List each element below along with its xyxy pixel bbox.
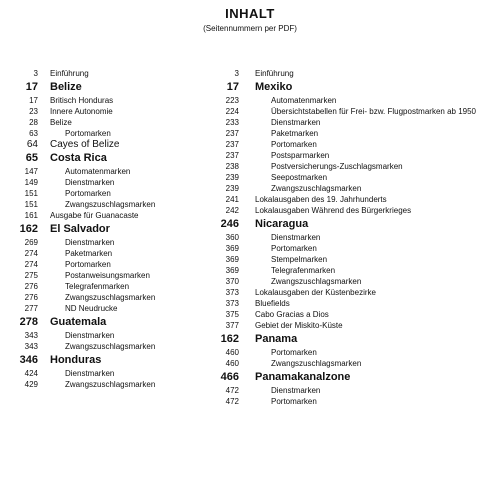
toc-page-number: 237 [225, 140, 239, 149]
toc-page-number: 242 [225, 206, 239, 215]
toc-title: INHALT [225, 6, 275, 21]
toc-page-number: 151 [24, 189, 38, 198]
toc-page-number: 239 [225, 184, 239, 193]
toc-page-number: 223 [225, 96, 239, 105]
toc-entry-label: Belize [50, 81, 82, 93]
toc-page-number: 275 [24, 271, 38, 280]
toc-entry-label: Dienstmarken [65, 238, 115, 247]
toc-entry [0, 79, 240, 95]
toc-entry-label: Cabo Gracias a Dios [255, 310, 329, 319]
toc-entry-label: Telegrafenmarken [65, 282, 130, 291]
toc-entry [215, 139, 500, 150]
toc-entry-label: Automatenmarken [65, 167, 131, 176]
toc-page-number: 373 [225, 299, 239, 308]
toc-entry-label: Stempelmarken [271, 255, 328, 264]
toc-entry [215, 128, 500, 139]
toc-entry [0, 117, 240, 128]
toc-entry [215, 216, 500, 232]
toc-entry-label: Cayes of Belize [50, 139, 120, 150]
toc-entry [215, 150, 500, 161]
toc-entry-label: Seepostmarken [271, 173, 328, 182]
toc-entry-label: Portomarken [65, 129, 111, 138]
toc-entry-label: Telegrafenmarken [271, 266, 336, 275]
toc-entry-label: Ausgabe für Guanacaste [50, 211, 139, 220]
toc-entry [215, 396, 500, 407]
toc-entry-label: Paketmarken [65, 249, 113, 258]
toc-entry [215, 183, 500, 194]
toc-subtitle: (Seitennummern per PDF) [203, 24, 297, 33]
toc-page-number: 3 [234, 69, 239, 78]
toc-page-number: 373 [225, 288, 239, 297]
toc-entry-label: Zwangszuschlagsmarken [271, 184, 362, 193]
toc-entry-label: Paketmarken [271, 129, 319, 138]
toc-page-number: 276 [24, 293, 38, 302]
toc-page-number: 147 [24, 167, 38, 176]
toc-page-number: 277 [24, 304, 38, 313]
toc-left-column [0, 68, 240, 390]
toc-entry-label: Guatemala [50, 316, 107, 328]
toc-entry-label: El Salvador [50, 223, 110, 235]
toc-entry [215, 232, 500, 243]
toc-entry [215, 265, 500, 276]
toc-page-number: 233 [225, 118, 239, 127]
toc-page-number: 246 [220, 218, 239, 230]
toc-page-number: 237 [225, 129, 239, 138]
toc-entry [215, 106, 500, 117]
toc-entry-label: Panamakanalzone [255, 371, 351, 383]
toc-entry [0, 95, 240, 106]
toc-page-number: 472 [225, 397, 239, 406]
toc-page-number: 375 [225, 310, 239, 319]
toc-entry-label: Übersichtstabellen für Frei- bzw. Flugpostmarken ab 1950 [271, 107, 476, 116]
toc-page-number: 23 [29, 107, 38, 116]
toc-page-number: 274 [24, 249, 38, 258]
toc-entry-label: Lokalausgaben des 19. Jahrhunderts [255, 195, 387, 204]
toc-entry [0, 314, 240, 330]
toc-entry [215, 172, 500, 183]
toc-page-number: 369 [225, 266, 239, 275]
toc-entry [215, 205, 500, 216]
toc-entry [215, 194, 500, 205]
toc-entry [215, 298, 500, 309]
toc-entry [0, 210, 240, 221]
toc-entry-label: Automatenmarken [271, 96, 337, 105]
toc-entry [0, 106, 240, 117]
toc-page-number: 149 [24, 178, 38, 187]
toc-page-number: 162 [19, 223, 38, 235]
toc-entry-label: Honduras [50, 354, 102, 366]
toc-entry-label: Zwangszuschlagsmarken [271, 359, 362, 368]
toc-entry-label: Portomarken [65, 189, 111, 198]
toc-entry-label: Zwangszuschlagsmarken [65, 200, 156, 209]
toc-page-number: 17 [25, 81, 38, 93]
toc-page-number: 224 [225, 107, 239, 116]
toc-entry-label: Postanweisungsmarken [65, 271, 150, 280]
toc-entry-label: Zwangszuschlagsmarken [65, 342, 156, 351]
toc-entry [215, 331, 500, 347]
toc-page-number: 161 [24, 211, 38, 220]
toc-entry-label: Bluefields [255, 299, 290, 308]
toc-page-number: 269 [24, 238, 38, 247]
toc-entry [215, 320, 500, 331]
toc-entry [0, 281, 240, 292]
toc-page-number: 360 [225, 233, 239, 242]
toc-entry [0, 166, 240, 177]
toc-entry-label: ND Neudrucke [65, 304, 118, 313]
toc-entry [215, 254, 500, 265]
toc-entry [215, 309, 500, 320]
toc-page-number: 377 [225, 321, 239, 330]
toc-entry [215, 68, 500, 79]
toc-entry [215, 79, 500, 95]
toc-entry [0, 270, 240, 281]
toc-page-number: 241 [225, 195, 239, 204]
toc-page-number: 460 [225, 348, 239, 357]
toc-entry [215, 161, 500, 172]
toc-entry-label: Einführung [50, 69, 89, 78]
toc-page-number: 239 [225, 173, 239, 182]
toc-entry-label: Postsparmarken [271, 151, 330, 160]
toc-entry [0, 248, 240, 259]
toc-page-number: 162 [220, 333, 239, 345]
toc-entry-label: Panama [255, 333, 298, 345]
toc-page-number: 343 [24, 331, 38, 340]
toc-entry-label: Costa Rica [50, 152, 107, 164]
toc-entry [215, 243, 500, 254]
toc-entry [0, 199, 240, 210]
toc-page-number: 369 [225, 244, 239, 253]
toc-entry [0, 368, 240, 379]
toc-entry-label: Postversicherungs-Zuschlagsmarken [271, 162, 403, 171]
toc-entry [0, 221, 240, 237]
toc-page-number: 17 [226, 81, 239, 93]
toc-page-number: 274 [24, 260, 38, 269]
toc-page-number: 343 [24, 342, 38, 351]
toc-entry [0, 379, 240, 390]
toc-entry-label: Gebiet der Miskito-Küste [255, 321, 343, 330]
toc-entry-label: Dienstmarken [271, 118, 321, 127]
toc-entry [0, 237, 240, 248]
toc-entry [215, 358, 500, 369]
toc-entry [215, 369, 500, 385]
toc-page-number: 65 [25, 152, 38, 164]
toc-entry-label: Dienstmarken [65, 178, 115, 187]
toc-entry-label: Lokalausgaben der Küstenbezirke [255, 288, 376, 297]
toc-entry-label: Portomarken [65, 260, 111, 269]
toc-entry [0, 177, 240, 188]
toc-page-number: 466 [220, 371, 239, 383]
toc-page-number: 460 [225, 359, 239, 368]
toc-page-number: 64 [26, 139, 38, 150]
toc-entry-label: Zwangszuschlagsmarken [65, 293, 156, 302]
toc-entry [215, 385, 500, 396]
toc-page-number: 346 [19, 354, 38, 366]
toc-entry-label: Lokalausgaben Während des Bürgerkrieges [255, 206, 412, 215]
toc-entry-label: Zwangszuschlagsmarken [65, 380, 156, 389]
toc-entry-label: Mexiko [255, 81, 293, 93]
toc-entry-label: Portomarken [271, 397, 317, 406]
toc-page-number: 151 [24, 200, 38, 209]
toc-page-number: 424 [24, 369, 38, 378]
toc-page-number: 17 [29, 96, 38, 105]
toc-entry [0, 128, 240, 139]
toc-entry-label: Portomarken [271, 140, 317, 149]
toc-page-number: 278 [19, 316, 38, 328]
toc-entry [0, 188, 240, 199]
toc-entry [0, 330, 240, 341]
toc-entry [215, 117, 500, 128]
toc-entry-label: Zwangszuschlagsmarken [271, 277, 362, 286]
toc-entry-label: Belize [50, 118, 72, 127]
toc-page-number: 28 [29, 118, 38, 127]
toc-entry [0, 139, 240, 150]
toc-entry [215, 287, 500, 298]
toc-page-number: 370 [225, 277, 239, 286]
toc-page-number: 238 [225, 162, 239, 171]
toc-entry-label: Britisch Honduras [50, 96, 114, 105]
toc-entry [0, 150, 240, 166]
toc-page-number: 63 [29, 129, 38, 138]
toc-entry-label: Einführung [255, 69, 294, 78]
toc-entry [0, 259, 240, 270]
toc-entry-label: Nicaragua [255, 218, 309, 230]
toc-page-number: 3 [33, 69, 38, 78]
toc-page-number: 237 [225, 151, 239, 160]
toc-entry-label: Portomarken [271, 348, 317, 357]
toc-entry [0, 303, 240, 314]
toc-entry [0, 292, 240, 303]
toc-entry [215, 276, 500, 287]
toc-entry [0, 341, 240, 352]
toc-entry-label: Dienstmarken [271, 386, 321, 395]
toc-entry-label: Dienstmarken [271, 233, 321, 242]
toc-page-number: 276 [24, 282, 38, 291]
toc-page-number: 472 [225, 386, 239, 395]
toc-entry [215, 95, 500, 106]
toc-page-number: 369 [225, 255, 239, 264]
toc-entry-label: Innere Autonomie [50, 107, 113, 116]
toc-entry [215, 347, 500, 358]
toc-right-column [215, 68, 500, 407]
toc-entry [0, 352, 240, 368]
toc-entry-label: Dienstmarken [65, 369, 115, 378]
toc-entry [0, 68, 240, 79]
toc-entry-label: Dienstmarken [65, 331, 115, 340]
toc-entry-label: Portomarken [271, 244, 317, 253]
toc-page-number: 429 [24, 380, 38, 389]
